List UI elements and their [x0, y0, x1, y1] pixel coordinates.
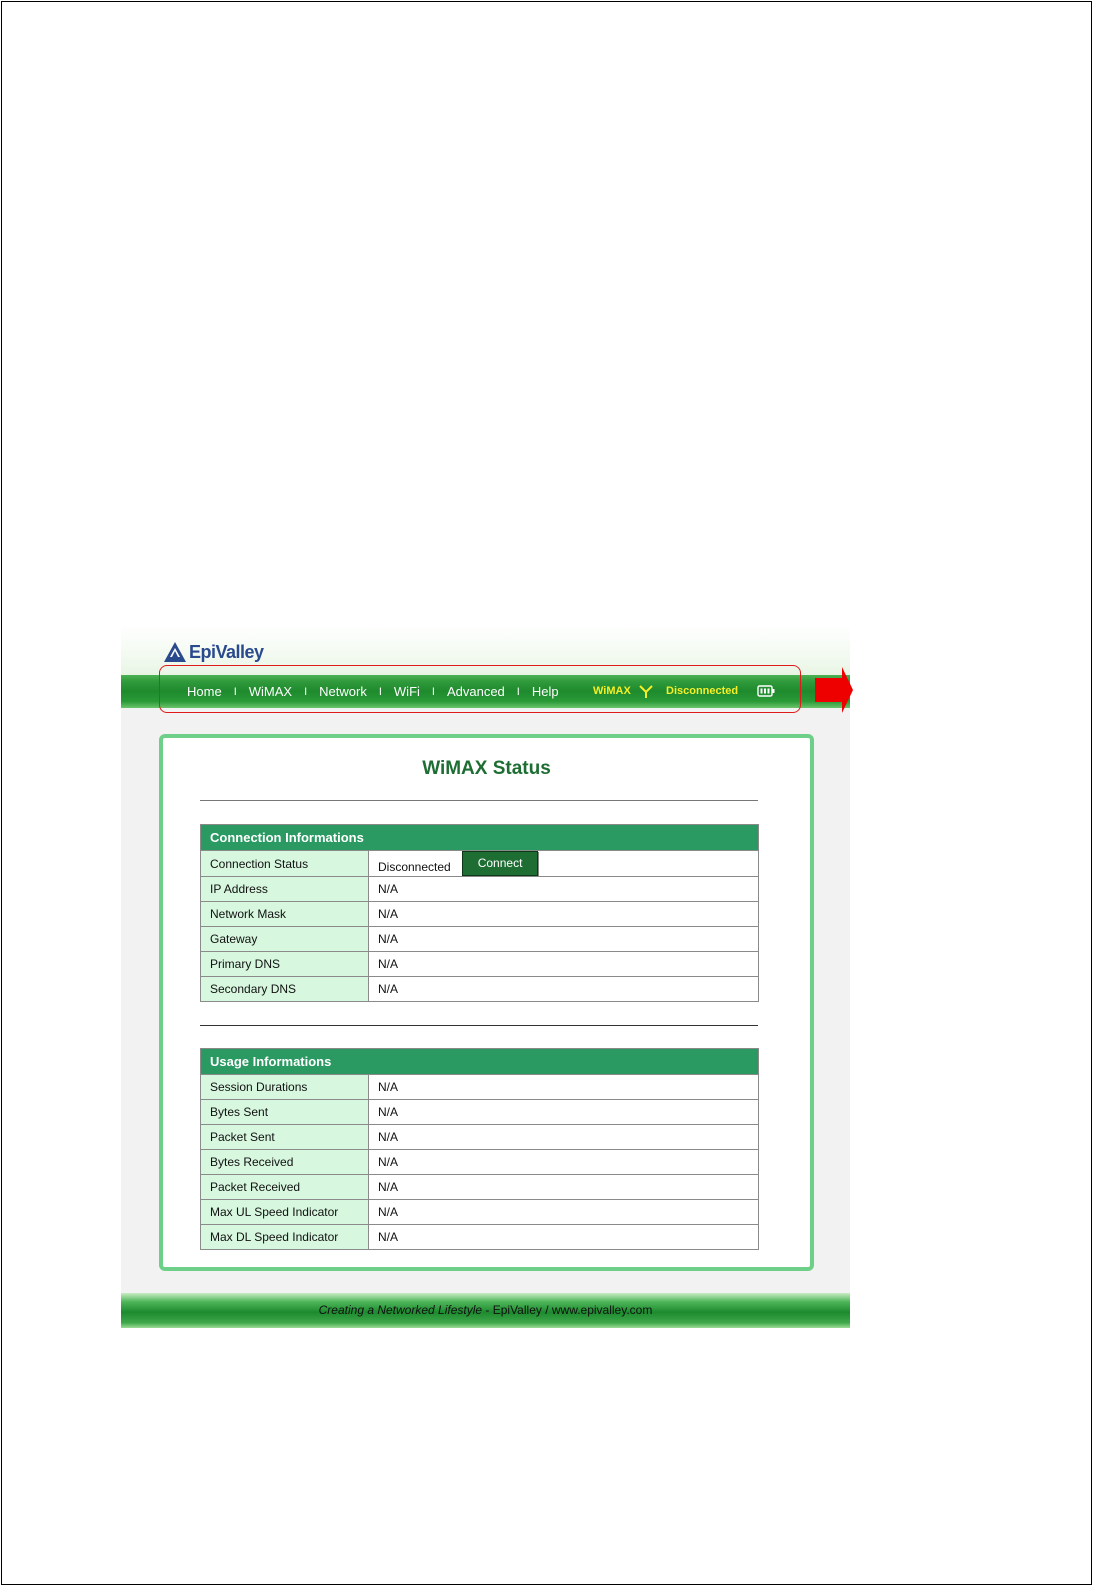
row-value — [369, 851, 759, 877]
nav-item-network[interactable]: Network — [319, 684, 367, 699]
connect-button[interactable]: Connect — [462, 851, 538, 876]
nav-item-wimax[interactable]: WiMAX — [248, 684, 293, 699]
wimax-status-label: WiMAX — [593, 685, 631, 697]
table-row — [201, 851, 759, 877]
logo-mountain-icon — [163, 641, 187, 663]
row-label: Bytes Sent — [201, 1100, 369, 1125]
table-row — [201, 1125, 759, 1150]
footer-slogan: Creating a Networked Lifestyle — [318, 1303, 483, 1317]
nav-item-help[interactable]: Help — [531, 684, 559, 699]
table-row — [201, 1200, 759, 1225]
divider — [200, 1025, 758, 1026]
nav-separator: I — [516, 685, 520, 698]
nav-highlight-box — [159, 665, 801, 713]
connection-info-table — [200, 824, 759, 1002]
table-row — [201, 977, 759, 1002]
table-row — [201, 902, 759, 927]
row-label: Connection Status — [201, 851, 369, 877]
connection-status-value: Disconnected — [378, 859, 451, 874]
wimax-status-panel — [159, 734, 814, 1271]
row-value: N/A — [369, 1225, 759, 1250]
row-value: N/A — [369, 1200, 759, 1225]
row-label: Max DL Speed Indicator — [201, 1225, 369, 1250]
footer-credit: - EpiValley / www.epivalley.com — [482, 1303, 653, 1317]
table-row — [201, 1225, 759, 1250]
nav-separator: I — [378, 685, 382, 698]
row-label: Primary DNS — [201, 952, 369, 977]
nav-separator: I — [304, 685, 308, 698]
nav-item-home[interactable]: Home — [187, 684, 222, 699]
router-web-ui — [121, 625, 850, 1328]
row-label: Max UL Speed Indicator — [201, 1200, 369, 1225]
row-value: N/A — [369, 877, 759, 902]
table-row — [201, 1100, 759, 1125]
divider — [200, 800, 758, 801]
row-value: N/A — [369, 952, 759, 977]
row-value: N/A — [369, 1175, 759, 1200]
table-row — [201, 1075, 759, 1100]
table-row — [201, 877, 759, 902]
usage-info-table — [200, 1048, 759, 1250]
row-value: N/A — [369, 1150, 759, 1175]
row-value: N/A — [369, 902, 759, 927]
logo — [163, 639, 264, 665]
footer — [121, 1293, 850, 1328]
nav-separator: I — [233, 685, 237, 698]
row-label: Secondary DNS — [201, 977, 369, 1002]
row-value: N/A — [369, 977, 759, 1002]
logo-text: EpiValley — [189, 642, 264, 662]
row-value: N/A — [369, 927, 759, 952]
row-value: N/A — [369, 1100, 759, 1125]
nav-item-advanced[interactable]: Advanced — [446, 684, 505, 699]
row-label: Gateway — [201, 927, 369, 952]
table-header: Connection Informations — [201, 825, 759, 851]
row-label: Packet Sent — [201, 1125, 369, 1150]
nav-separator: I — [431, 685, 435, 698]
table-row — [201, 927, 759, 952]
row-value: N/A — [369, 1075, 759, 1100]
table-row — [201, 952, 759, 977]
table-row — [201, 1175, 759, 1200]
table-header: Usage Informations — [201, 1049, 759, 1075]
row-label: Packet Received — [201, 1175, 369, 1200]
red-arrow-icon — [815, 667, 853, 713]
table-row — [201, 1150, 759, 1175]
page-title: WiMAX Status — [422, 758, 551, 779]
connection-status-indicator: Disconnected — [666, 685, 739, 697]
row-value: N/A — [369, 1125, 759, 1150]
row-label: Bytes Received — [201, 1150, 369, 1175]
nav-item-wifi[interactable]: WiFi — [393, 684, 420, 699]
row-label: IP Address — [201, 877, 369, 902]
row-label: Session Durations — [201, 1075, 369, 1100]
row-label: Network Mask — [201, 902, 369, 927]
